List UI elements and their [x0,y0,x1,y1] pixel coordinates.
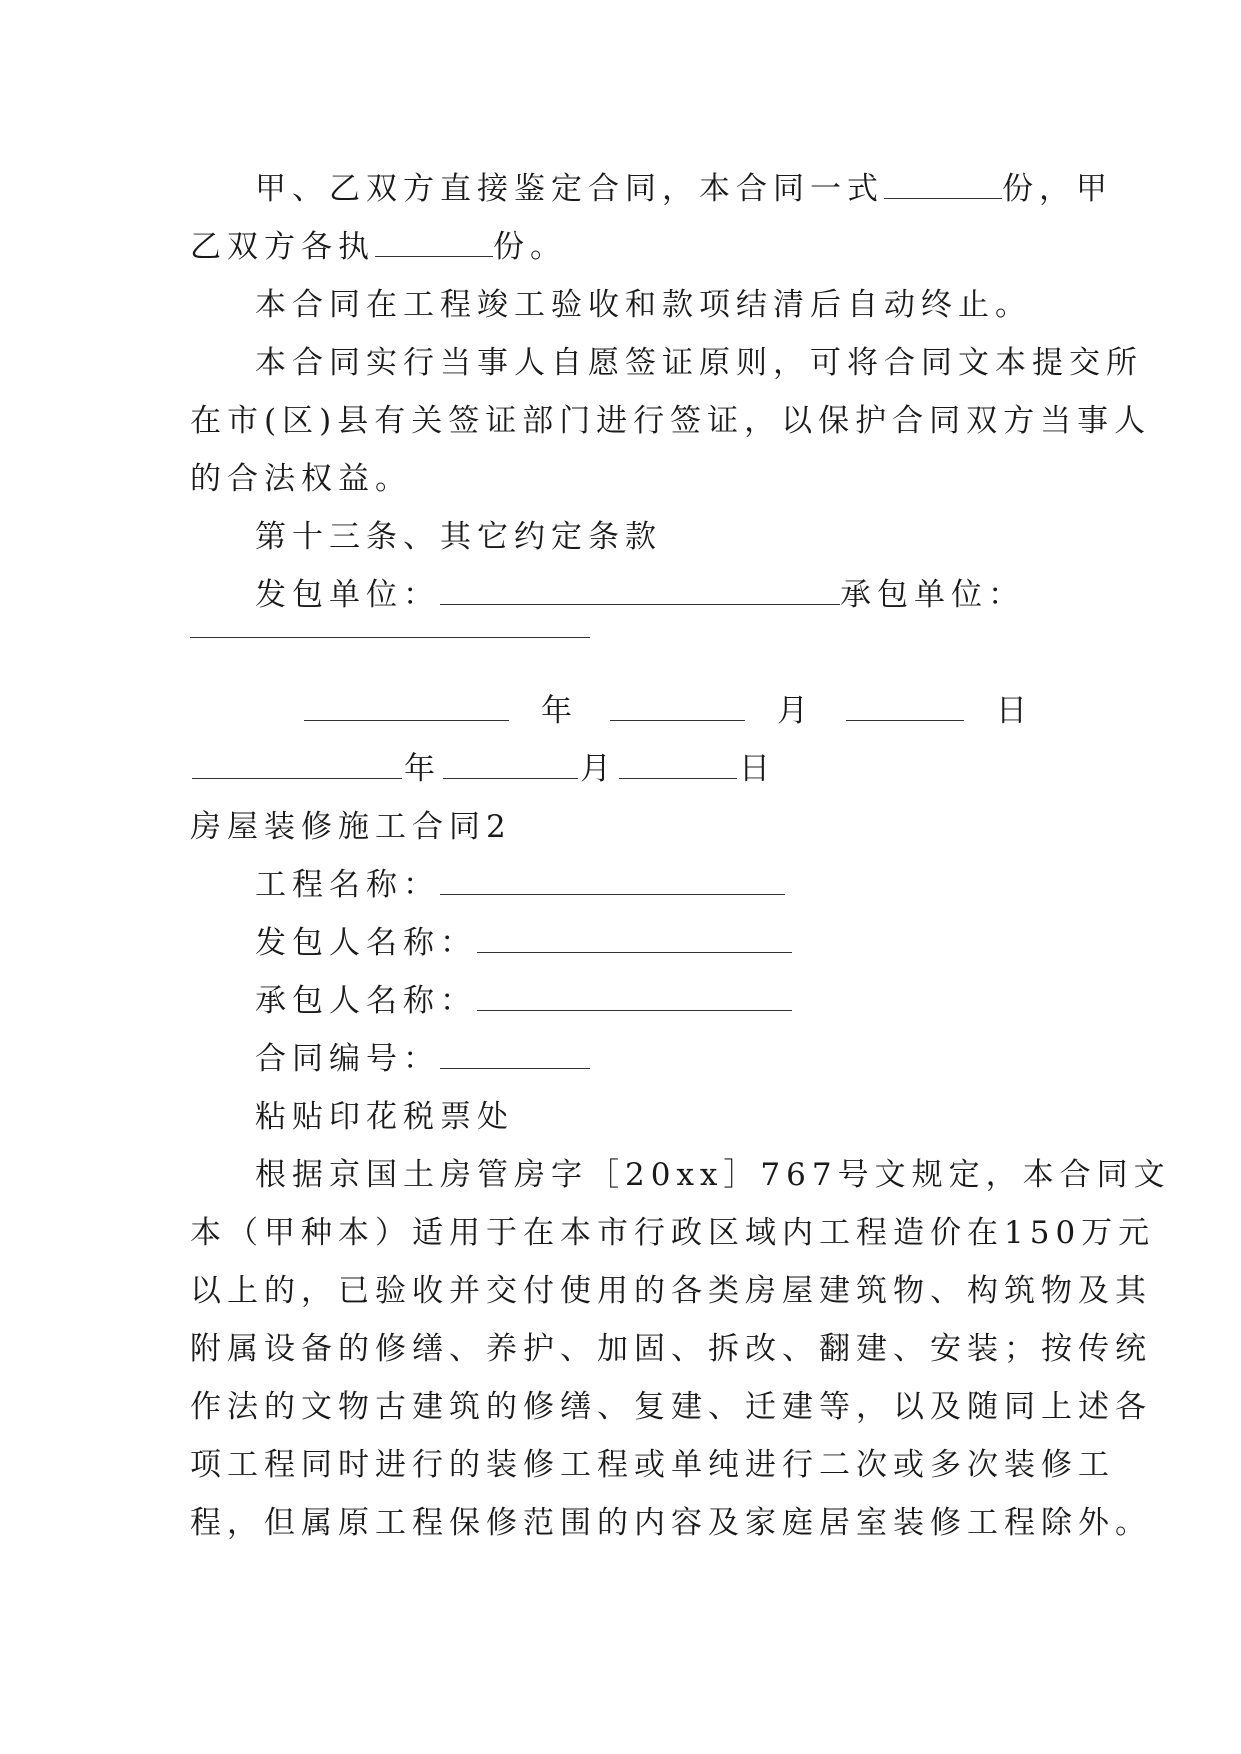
section-title: 房屋装修施工合同2 [190,809,512,845]
scope-paragraph-line6: 项工程同时进行的装修工程或单纯进行二次或多次装修工 [190,1447,1115,1483]
scope-paragraph-line3: 以上的，已验收并交付使用的各类房屋建筑物、构筑物及其 [190,1273,1152,1309]
scope-paragraph-line5: 作法的文物古建筑的修缮、复建、迁建等，以及随同上述各 [190,1389,1152,1425]
contractor-name-label: 承包人名称： [255,983,477,1019]
termination-paragraph: 本合同在工程竣工验收和款项结清后自动终止。 [255,287,1032,323]
contractor-month-label: 月 [580,751,617,787]
contractor-date-row [190,740,1070,798]
contractor-year-blank [192,777,402,779]
contractor-day-label: 日 [739,751,776,787]
contractor-unit-blank-row [190,624,1070,682]
project-name-label: 工程名称： [255,867,440,903]
contractor-year-label: 年 [404,751,441,787]
project-name-blank [440,893,785,895]
stamp-placement-text: 粘贴印花税票处 [255,1099,514,1135]
project-name-row [190,856,1070,914]
contractor-name-blank [477,1009,792,1011]
scope-paragraph-line7: 程，但属原工程保修范围的内容及家庭居室装修工程除外。 [190,1505,1152,1541]
issuer-name-row [190,914,1070,972]
each-party-unit-text: 份。 [493,229,567,265]
issuer-unit-label: 发包单位： [255,577,440,613]
scope-paragraph-line1: 根据京国土房管房字［20xx］767号文规定，本合同文 [255,1157,1171,1193]
contract-no-blank [440,1067,590,1069]
notarization-line2: 在市(区)县有关签证部门进行签证，以保护合同双方当事人 [190,403,1152,439]
copies-count-blank [884,197,1002,199]
issuer-name-blank [477,951,792,953]
copies-paragraph-line1 [190,160,1113,218]
contract-no-row [190,1030,1070,1088]
article-13-heading: 第十三条、其它约定条款 [255,519,662,555]
issuer-name-label: 发包人名称： [255,925,477,961]
contractor-unit-label: 承包单位： [840,577,1025,613]
copies-paragraph-line2 [190,218,1070,276]
each-party-count-blank [375,255,493,257]
notarization-line1: 本合同实行当事人自愿签证原则，可将合同文本提交所 [255,345,1143,381]
contractor-day-blank [619,777,737,779]
issuer-year-label: 年 [541,693,578,729]
issuer-day-label: 日 [996,693,1033,729]
issuer-unit-blank [440,603,840,605]
scope-paragraph-line4: 附属设备的修缮、养护、加固、拆改、翻建、安装；按传统 [190,1331,1152,1367]
copies-text: 甲、乙双方直接鉴定合同，本合同一式 [255,171,884,207]
issuer-month-label: 月 [777,693,814,729]
issuer-month-blank [610,719,745,721]
notarization-line3: 的合法权益。 [190,461,412,497]
copies-unit-text: 份，甲 [1002,171,1113,207]
contractor-unit-blank [190,636,590,638]
contract-no-label: 合同编号： [255,1041,440,1077]
document-page [190,160,1171,1552]
issuer-year-blank [304,719,509,721]
issuer-day-blank [846,719,964,721]
signing-units-row [190,566,1070,624]
contractor-name-row [190,972,1070,1030]
issuer-date-row [190,682,1070,740]
each-party-text: 乙双方各执 [190,229,375,265]
scope-paragraph-line2: 本（甲种本）适用于在本市行政区域内工程造价在150万元 [190,1215,1156,1251]
contractor-month-blank [443,777,578,779]
